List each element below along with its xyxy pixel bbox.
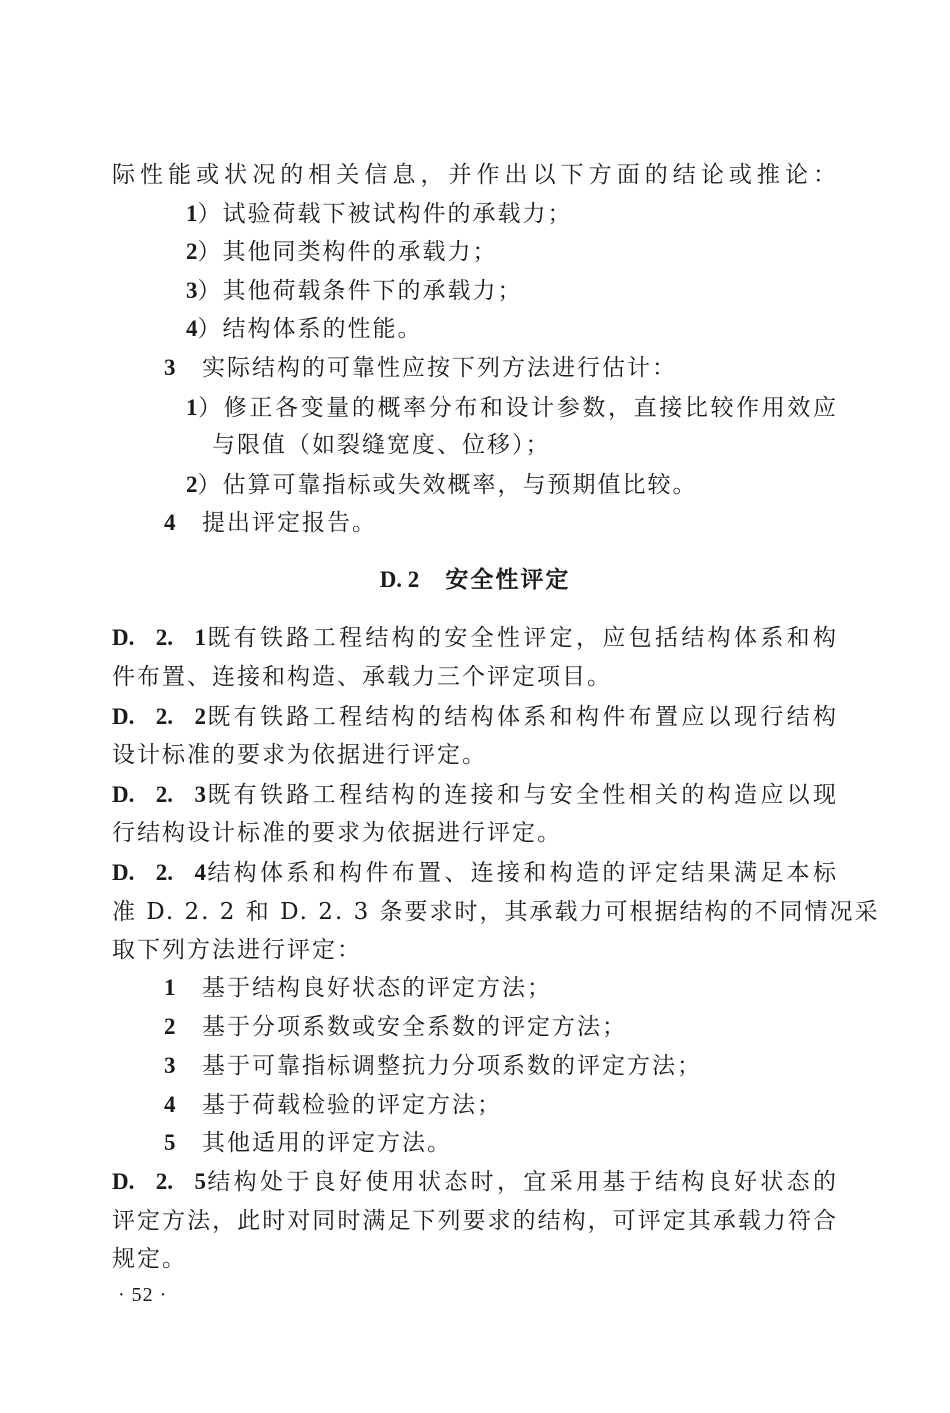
sub-item-number: 2 xyxy=(186,472,198,497)
conclusion-text: ）其他同类构件的承载力； xyxy=(197,239,498,265)
method-item xyxy=(164,1090,838,1120)
method-text: 基于可靠指标调整抗力分项系数的评定方法； xyxy=(202,1053,702,1079)
intro-line: 际性能或状况的相关信息，并作出以下方面的结论或推论： xyxy=(112,162,838,188)
method-text: 其他适用的评定方法。 xyxy=(202,1130,452,1156)
clause-text: 既有铁路工程结构的安全性评定，应包括结构体系和构 xyxy=(206,625,838,651)
method-number: 5 xyxy=(164,1130,176,1155)
method-text: 基于结构良好状态的评定方法； xyxy=(202,975,552,1001)
conclusion-item xyxy=(186,276,838,306)
clause-number: D. 2. 1 xyxy=(112,625,206,650)
conclusion-text: ）试验荷载下被试构件的承载力； xyxy=(197,201,573,227)
item-number: 4 xyxy=(164,510,176,535)
conclusion-number: 3 xyxy=(186,278,198,303)
list-item-3 xyxy=(164,353,838,383)
conclusion-text: ）结构体系的性能。 xyxy=(197,316,423,342)
clause-number: D. 2. 5 xyxy=(112,1169,206,1194)
section-title: 安全性评定 xyxy=(445,567,571,593)
sub-item-text: ）修正各变量的概率分布和设计参数，直接比较作用效应 xyxy=(197,395,838,421)
clause-text: 结构处于良好使用状态时，宜采用基于结构良好状态的 xyxy=(206,1169,838,1195)
clause-d-2-4-line1 xyxy=(112,858,838,888)
item-text: 实际结构的可靠性应按下列方法进行估计： xyxy=(202,355,677,381)
conclusion-item xyxy=(186,199,838,229)
method-item xyxy=(164,1051,838,1081)
clause-text: 结构体系和构件布置、连接和构造的评定结果满足本标 xyxy=(206,860,838,886)
list-item-4 xyxy=(164,508,838,538)
method-text: 基于分项系数或安全系数的评定方法； xyxy=(202,1014,627,1040)
clause-d-2-2-line1 xyxy=(112,702,838,732)
method-number: 4 xyxy=(164,1092,176,1117)
clause-number: D. 2. 2 xyxy=(112,704,206,729)
method-number: 2 xyxy=(164,1014,176,1039)
clause-d-2-3-line1 xyxy=(112,780,838,810)
clause-d-2-4-line3: 取下列方法进行评定： xyxy=(112,937,362,963)
section-heading xyxy=(0,565,950,595)
conclusion-item xyxy=(186,237,838,267)
sub-item-1-line1 xyxy=(186,393,838,423)
conclusion-number: 1 xyxy=(186,201,198,226)
conclusion-number: 4 xyxy=(186,316,198,341)
conclusion-item xyxy=(186,314,838,344)
method-number: 1 xyxy=(164,975,176,1000)
clause-text: 既有铁路工程结构的结构体系和构件布置应以现行结构 xyxy=(206,704,838,730)
clause-number: D. 2. 3 xyxy=(112,782,206,807)
method-item xyxy=(164,1128,838,1158)
sub-item-number: 1 xyxy=(186,395,198,420)
method-text: 基于荷载检验的评定方法； xyxy=(202,1092,502,1118)
clause-d-2-5-line1 xyxy=(112,1167,838,1197)
clause-d-2-3-line2: 行结构设计标准的要求为依据进行评定。 xyxy=(112,820,562,846)
conclusion-text: ）其他荷载条件下的承载力； xyxy=(197,278,523,304)
method-number: 3 xyxy=(164,1053,176,1078)
item-text: 提出评定报告。 xyxy=(202,510,377,536)
sub-item-1-line2: 与限值（如裂缝宽度、位移）； xyxy=(212,432,551,458)
clause-d-2-4-line2: 准 D. 2. 2 和 D. 2. 3 条要求时，其承载力可根据结构的不同情况采 xyxy=(112,899,880,925)
conclusion-number: 2 xyxy=(186,239,198,264)
section-number: D. 2 xyxy=(379,567,420,592)
clause-text: 既有铁路工程结构的连接和与安全性相关的构造应以现 xyxy=(206,782,838,808)
method-item xyxy=(164,973,838,1003)
method-item xyxy=(164,1012,838,1042)
clause-d-2-2-line2: 设计标准的要求为依据进行评定。 xyxy=(112,742,487,768)
item-number: 3 xyxy=(164,355,176,380)
clause-d-2-5-line2: 评定方法，此时对同时满足下列要求的结构，可评定其承载力符合 xyxy=(112,1208,838,1234)
sub-item-text: ）估算可靠指标或失效概率，与预期值比较。 xyxy=(197,472,698,498)
clause-d-2-5-line3: 规定。 xyxy=(112,1246,187,1272)
clause-number: D. 2. 4 xyxy=(112,860,206,885)
clause-d-2-1-line1 xyxy=(112,623,838,653)
page-number: · 52 · xyxy=(118,1284,168,1306)
clause-d-2-1-line2: 件布置、连接和构造、承载力三个评定项目。 xyxy=(112,664,612,690)
sub-item-2 xyxy=(186,470,838,500)
